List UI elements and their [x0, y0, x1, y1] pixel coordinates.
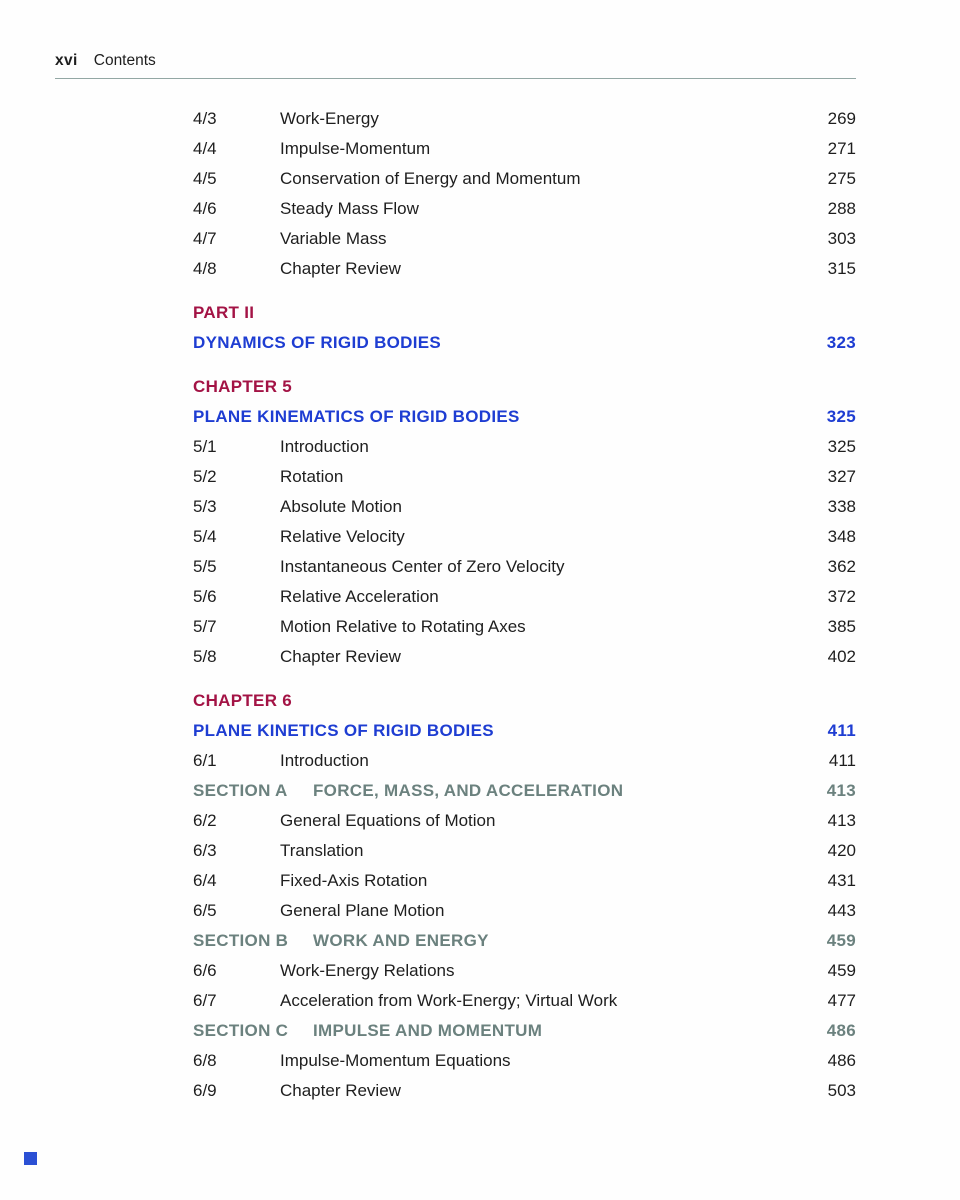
toc-entry-row	[193, 551, 856, 581]
entry-page-number: 288	[827, 198, 856, 218]
part-chapter-label: PART II	[193, 302, 255, 322]
entry-number: 5/3	[193, 496, 217, 516]
toc-gap	[193, 283, 856, 297]
page-folio: xvi	[55, 52, 78, 69]
entry-page-number: 477	[827, 990, 856, 1010]
entry-title: Chapter Review	[280, 646, 401, 666]
entry-title: Impulse-Momentum	[280, 138, 431, 158]
entry-page-number: 327	[827, 466, 856, 486]
chapter-page-number: 411	[827, 720, 856, 740]
chapter-title-text: PLANE KINETICS OF RIGID BODIES	[193, 720, 494, 740]
entry-title: Rotation	[280, 466, 344, 486]
toc-gap	[193, 357, 856, 371]
entry-number: 4/5	[193, 168, 217, 188]
section-label: SECTION C	[193, 1020, 289, 1040]
entry-title: Absolute Motion	[280, 496, 402, 516]
toc-entry-row	[193, 581, 856, 611]
section-page-number: 413	[826, 780, 856, 800]
entry-title: Impulse-Momentum Equations	[280, 1050, 511, 1070]
entry-page-number: 420	[827, 840, 856, 860]
entry-page-number: 303	[827, 228, 856, 248]
entry-number: 5/7	[193, 616, 217, 636]
section-title: IMPULSE AND MOMENTUM	[313, 1020, 543, 1040]
entry-page-number: 459	[827, 960, 856, 980]
toc-entry-row	[193, 835, 856, 865]
entry-number: 4/7	[193, 228, 217, 248]
entry-number: 6/2	[193, 810, 217, 830]
section-page-number: 486	[826, 1020, 856, 1040]
toc-entry-row	[193, 641, 856, 671]
section-title: WORK AND ENERGY	[313, 930, 489, 950]
toc-entry-row	[193, 955, 856, 985]
entry-page-number: 269	[827, 108, 856, 128]
toc-entry-row	[193, 521, 856, 551]
toc-gap	[193, 671, 856, 685]
toc-entry-row	[193, 805, 856, 835]
entry-page-number: 402	[827, 646, 856, 666]
entry-page-number: 413	[827, 810, 856, 830]
entry-title: Chapter Review	[280, 1080, 401, 1100]
entry-title: Relative Acceleration	[280, 586, 439, 606]
chapter-page-number: 323	[826, 332, 856, 352]
chapter-page-number: 325	[826, 406, 856, 426]
toc-entry-row	[193, 865, 856, 895]
entry-title: Work-Energy	[280, 108, 379, 128]
entry-number: 5/4	[193, 526, 217, 546]
entry-number: 6/7	[193, 990, 217, 1010]
entry-page-number: 486	[827, 1050, 856, 1070]
toc-entry-row	[193, 1075, 856, 1105]
entry-page-number: 338	[827, 496, 856, 516]
part-chapter-label-row	[193, 371, 856, 401]
entry-title: Motion Relative to Rotating Axes	[280, 616, 526, 636]
entry-page-number: 372	[827, 586, 856, 606]
toc-entry-row	[193, 223, 856, 253]
entry-number: 6/4	[193, 870, 217, 890]
toc-entry-row	[193, 103, 856, 133]
corner-mark	[24, 1152, 37, 1165]
toc-entry-row	[193, 745, 856, 775]
entry-title: Chapter Review	[280, 258, 401, 278]
part-chapter-label: CHAPTER 6	[193, 690, 293, 710]
toc-entry-row	[193, 193, 856, 223]
entry-title: Conservation of Energy and Momentum	[280, 168, 581, 188]
toc-entry-row	[193, 133, 856, 163]
entry-page-number: 431	[827, 870, 856, 890]
entry-number: 4/6	[193, 198, 217, 218]
entry-page-number: 362	[827, 556, 856, 576]
entry-page-number: 503	[827, 1080, 856, 1100]
part-chapter-label: CHAPTER 5	[193, 376, 293, 396]
entry-title: Relative Velocity	[280, 526, 405, 546]
toc-rows	[193, 103, 856, 1105]
entry-title: Translation	[280, 840, 364, 860]
entry-page-number: 411	[828, 750, 856, 770]
entry-title: General Equations of Motion	[280, 810, 496, 830]
toc-entry-row	[193, 611, 856, 641]
entry-title: Work-Energy Relations	[280, 960, 455, 980]
entry-number: 5/8	[193, 646, 217, 666]
entry-title: General Plane Motion	[280, 900, 445, 920]
toc-entry-row	[193, 1045, 856, 1075]
entry-number: 6/8	[193, 1050, 217, 1070]
entry-number: 5/5	[193, 556, 217, 576]
entry-number: 4/8	[193, 258, 217, 278]
entry-number: 6/5	[193, 900, 217, 920]
entry-number: 6/3	[193, 840, 217, 860]
entry-title: Variable Mass	[280, 228, 387, 248]
entry-number: 5/6	[193, 586, 217, 606]
entry-page-number: 443	[827, 900, 856, 920]
section-title: FORCE, MASS, AND ACCELERATION	[313, 780, 624, 800]
toc-entry-row	[193, 431, 856, 461]
toc-entry-row	[193, 253, 856, 283]
entry-title: Introduction	[280, 750, 369, 770]
part-chapter-label-row	[193, 685, 856, 715]
chapter-title-row	[193, 327, 856, 357]
entry-title: Fixed-Axis Rotation	[280, 870, 428, 890]
entry-number: 6/9	[193, 1080, 217, 1100]
page-title: Contents	[93, 52, 156, 69]
entry-page-number: 275	[827, 168, 856, 188]
entry-title: Instantaneous Center of Zero Velocity	[280, 556, 565, 576]
chapter-title-text: DYNAMICS OF RIGID BODIES	[193, 332, 442, 352]
toc-entry-row	[193, 491, 856, 521]
entry-number: 6/6	[193, 960, 217, 980]
section-row	[193, 775, 856, 805]
header-rule	[55, 78, 856, 79]
entry-page-number: 325	[827, 436, 856, 456]
chapter-title-row	[193, 401, 856, 431]
toc-entry-row	[193, 985, 856, 1015]
toc-entry-row	[193, 163, 856, 193]
section-row	[193, 1015, 856, 1045]
entry-number: 4/3	[193, 108, 217, 128]
section-row	[193, 925, 856, 955]
entry-page-number: 271	[827, 138, 856, 158]
entry-title: Steady Mass Flow	[280, 198, 419, 218]
entry-number: 6/1	[193, 750, 217, 770]
entry-number: 4/4	[193, 138, 217, 158]
chapter-title-row	[193, 715, 856, 745]
chapter-title-text: PLANE KINEMATICS OF RIGID BODIES	[193, 406, 520, 426]
part-chapter-label-row	[193, 297, 856, 327]
section-label: SECTION A	[193, 780, 288, 800]
section-page-number: 459	[826, 930, 856, 950]
entry-page-number: 385	[827, 616, 856, 636]
toc-entry-row	[193, 461, 856, 491]
entry-number: 5/1	[193, 436, 217, 456]
entry-page-number: 348	[827, 526, 856, 546]
entry-page-number: 315	[827, 258, 856, 278]
entry-title: Acceleration from Work-Energy; Virtual Work	[280, 990, 618, 1010]
entry-title: Introduction	[280, 436, 369, 456]
entry-number: 5/2	[193, 466, 217, 486]
toc-entry-row	[193, 895, 856, 925]
running-head	[55, 52, 855, 70]
section-label: SECTION B	[193, 930, 289, 950]
